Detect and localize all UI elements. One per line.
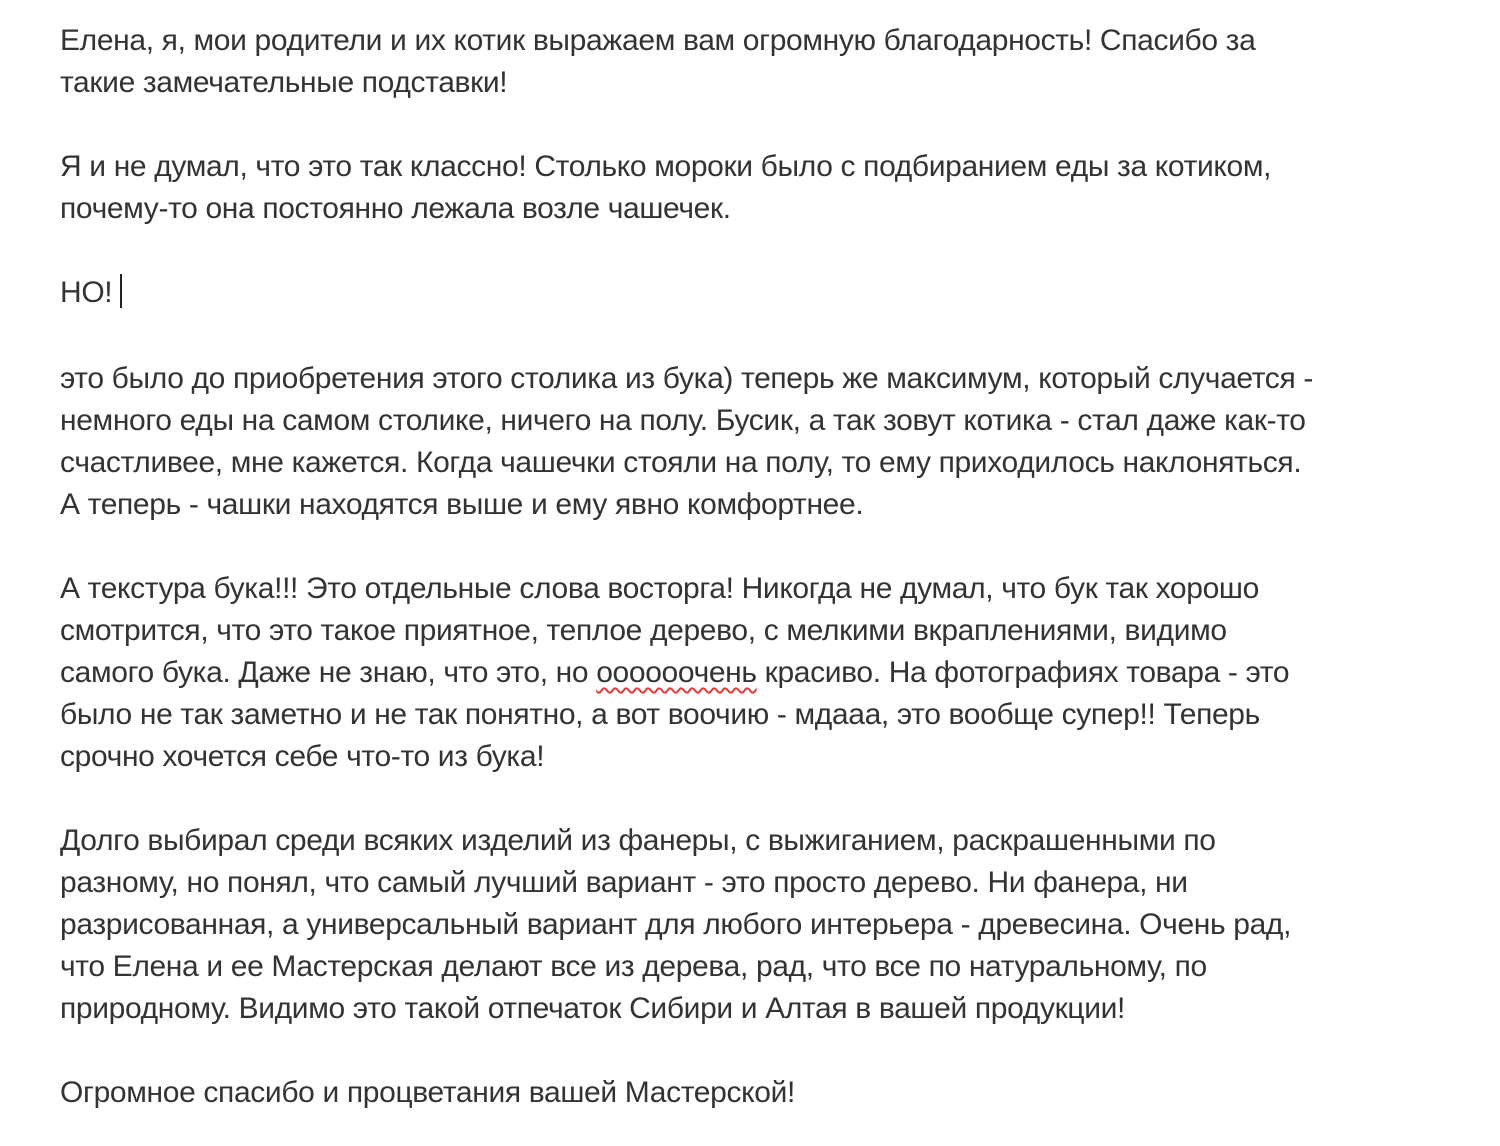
text-line: Я и не думал, что это так классно! Столько мороки было с подбиранием еды за котиком, [60,150,1272,183]
paragraph-3 [60,272,1440,314]
text-cursor [120,274,122,308]
paragraph-5 [60,568,1440,778]
text-line: немного еды на самом столике, ничего на полу. Бусик, а так зовут котика - стал даже как-то [60,404,1306,437]
paragraph-1 [60,20,1440,104]
text-segment: красиво. На фотографиях товара - это [756,656,1290,689]
text-content: НО! [60,276,113,309]
text-line: Долго выбирал среди всяких изделий из фанеры, с выжиганием, раскрашенными по [60,824,1216,857]
text-line: было не так заметно и не так понятно, а вот воочию - мдааа, это вообще супер!! Теперь [60,698,1260,731]
text-line: счастливее, мне кажется. Когда чашечки стояли на полу, то ему приходилось наклоняться. [60,446,1302,479]
text-line: природному. Видимо это такой отпечаток Сибири и Алтая в вашей продукции! [60,992,1125,1025]
text-line [60,652,1440,694]
misspelled-word[interactable]: оооооочень [596,656,757,689]
text-editor[interactable] [60,20,1440,1114]
text-line: разрисованная, а универсальный вариант для любого интерьера - древесина. Очень рад, [60,908,1292,941]
paragraph-6 [60,820,1440,1030]
text-line: срочно хочется себе что-то из бука! [60,740,545,773]
text-line: разному, но понял, что самый лучший вариант - это просто дерево. Ни фанера, ни [60,866,1188,899]
text-line: А текстура бука!!! Это отдельные слова восторга! Никогда не думал, что бук так хорошо [60,572,1259,605]
text-line: А теперь - чашки находятся выше и ему явно комфортнее. [60,488,864,521]
text-segment: самого бука. Даже не знаю, что это, но [60,656,597,689]
text-line: Елена, я, мои родители и их котик выражаем вам огромную благодарность! Спасибо за [60,24,1256,57]
paragraph-4 [60,358,1440,526]
paragraph-2 [60,146,1440,230]
text-line: что Елена и ее Мастерская делают все из дерева, рад, что все по натуральному, по [60,950,1207,983]
text-line [60,272,1440,314]
text-line: почему-то она постоянно лежала возле чашечек. [60,192,731,225]
paragraph-7 [60,1072,1440,1114]
text-line: это было до приобретения этого столика из бука) теперь же максимум, который случается - [60,362,1313,395]
text-line: Огромное спасибо и процветания вашей Мастерской! [60,1076,795,1109]
text-line: смотрится, что это такое приятное, теплое дерево, с мелкими вкраплениями, видимо [60,614,1227,647]
text-line: такие замечательные подставки! [60,66,508,99]
